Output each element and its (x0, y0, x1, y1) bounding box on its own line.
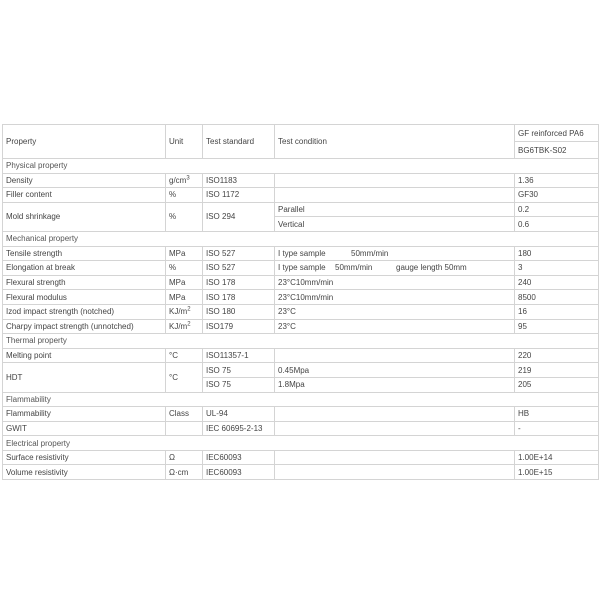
properties-table (2, 124, 599, 480)
value-cell: 8500 (515, 290, 599, 305)
header-grade: BG6TBK-S02 (515, 142, 599, 159)
header-standard: Test standard (203, 125, 275, 159)
value-cell: - (515, 421, 599, 436)
table-row (3, 465, 599, 480)
standard-cell: ISO 75 (203, 377, 275, 392)
condition-cell (275, 407, 515, 422)
table-row (3, 173, 599, 188)
header-property: Property (3, 125, 166, 159)
standard-cell: ISO 294 (203, 202, 275, 231)
table-row (3, 246, 599, 261)
condition-cell: 23°C10mm/min (275, 290, 515, 305)
property-cell: Volume resistivity (3, 465, 166, 480)
standard-cell: ISO 1172 (203, 188, 275, 203)
unit-cell: MPa (166, 290, 203, 305)
standard-cell: UL-94 (203, 407, 275, 422)
table-row (3, 202, 599, 217)
table-row (3, 261, 599, 276)
property-cell: Elongation at break (3, 261, 166, 276)
unit-cell: Ω·cm (166, 465, 203, 480)
standard-cell: ISO 180 (203, 304, 275, 319)
value-cell: 1.36 (515, 173, 599, 188)
value-cell: 0.6 (515, 217, 599, 232)
standard-cell: IEC60093 (203, 450, 275, 465)
unit-cell: MPa (166, 246, 203, 261)
standard-cell: ISO1183 (203, 173, 275, 188)
section-flammability: Flammability (3, 392, 599, 407)
value-cell: 219 (515, 363, 599, 378)
section-row (3, 392, 599, 407)
unit-cell (166, 421, 203, 436)
standard-cell: IEC60093 (203, 465, 275, 480)
table-row (3, 348, 599, 363)
section-thermal: Thermal property (3, 334, 599, 349)
header-row (3, 125, 599, 142)
condition-cell: 23°C (275, 319, 515, 334)
value-cell: 3 (515, 261, 599, 276)
unit-cell: % (166, 202, 203, 231)
section-row (3, 231, 599, 246)
table-row (3, 304, 599, 319)
table-row (3, 363, 599, 378)
condition-cell: Vertical (275, 217, 515, 232)
unit-cell: Class (166, 407, 203, 422)
unit-cell: % (166, 261, 203, 276)
property-cell: Mold shrinkage (3, 202, 166, 231)
header-material: GF reinforced PA6 (515, 125, 599, 142)
section-physical: Physical property (3, 159, 599, 174)
section-row (3, 334, 599, 349)
standard-cell: ISO 527 (203, 261, 275, 276)
property-cell: Tensile strength (3, 246, 166, 261)
property-cell: Charpy impact strength (unnotched) (3, 319, 166, 334)
value-cell: 1.00E+15 (515, 465, 599, 480)
value-cell: HB (515, 407, 599, 422)
property-cell: GWIT (3, 421, 166, 436)
condition-cell: I type sample 50mm/min gauge length 50mm (275, 261, 515, 276)
unit-cell: $KJ/m^2$ (166, 319, 203, 334)
standard-cell: ISO179 (203, 319, 275, 334)
property-cell: Flammability (3, 407, 166, 422)
property-cell: Flexural modulus (3, 290, 166, 305)
property-cell: Izod impact strength (notched) (3, 304, 166, 319)
standard-cell: ISO 178 (203, 290, 275, 305)
unit-cell: Ω (166, 450, 203, 465)
header-condition: Test condition (275, 125, 515, 159)
condition-cell: I type sample 50mm/min (275, 246, 515, 261)
condition-cell: Parallel (275, 202, 515, 217)
property-cell: Flexural strength (3, 275, 166, 290)
property-cell: HDT (3, 363, 166, 392)
table-row (3, 421, 599, 436)
condition-cell: 23°C10mm/min (275, 275, 515, 290)
unit-cell: °C (166, 363, 203, 392)
property-cell: Filler content (3, 188, 166, 203)
section-mechanical: Mechanical property (3, 231, 599, 246)
standard-cell: IEC 60695-2-13 (203, 421, 275, 436)
condition-cell (275, 465, 515, 480)
properties-table-container (2, 124, 598, 480)
value-cell: 1.00E+14 (515, 450, 599, 465)
value-cell: 205 (515, 377, 599, 392)
header-unit: Unit (166, 125, 203, 159)
standard-cell: ISO 527 (203, 246, 275, 261)
table-row (3, 450, 599, 465)
condition-cell (275, 188, 515, 203)
value-cell: 95 (515, 319, 599, 334)
standard-cell: ISO 75 (203, 363, 275, 378)
unit-cell: $KJ/m^2$ (166, 304, 203, 319)
value-cell: 220 (515, 348, 599, 363)
property-cell: Density (3, 173, 166, 188)
value-cell: GF30 (515, 188, 599, 203)
unit-cell: MPa (166, 275, 203, 290)
condition-cell (275, 348, 515, 363)
unit-cell: % (166, 188, 203, 203)
condition-cell: 1.8Mpa (275, 377, 515, 392)
unit-cell: $g/cm^3$ (166, 173, 203, 188)
standard-cell: ISO 178 (203, 275, 275, 290)
value-cell: 240 (515, 275, 599, 290)
value-cell: 16 (515, 304, 599, 319)
table-row (3, 290, 599, 305)
unit-cell: °C (166, 348, 203, 363)
condition-cell: 0.45Mpa (275, 363, 515, 378)
section-row (3, 436, 599, 451)
table-row (3, 319, 599, 334)
condition-cell (275, 450, 515, 465)
condition-cell: 23°C (275, 304, 515, 319)
condition-cell (275, 173, 515, 188)
standard-cell: ISO11357-1 (203, 348, 275, 363)
section-electrical: Electrical property (3, 436, 599, 451)
value-cell: 180 (515, 246, 599, 261)
property-cell: Melting point (3, 348, 166, 363)
table-row (3, 407, 599, 422)
property-cell: Surface resistivity (3, 450, 166, 465)
section-row (3, 159, 599, 174)
table-row (3, 275, 599, 290)
value-cell: 0.2 (515, 202, 599, 217)
table-row (3, 188, 599, 203)
condition-cell (275, 421, 515, 436)
